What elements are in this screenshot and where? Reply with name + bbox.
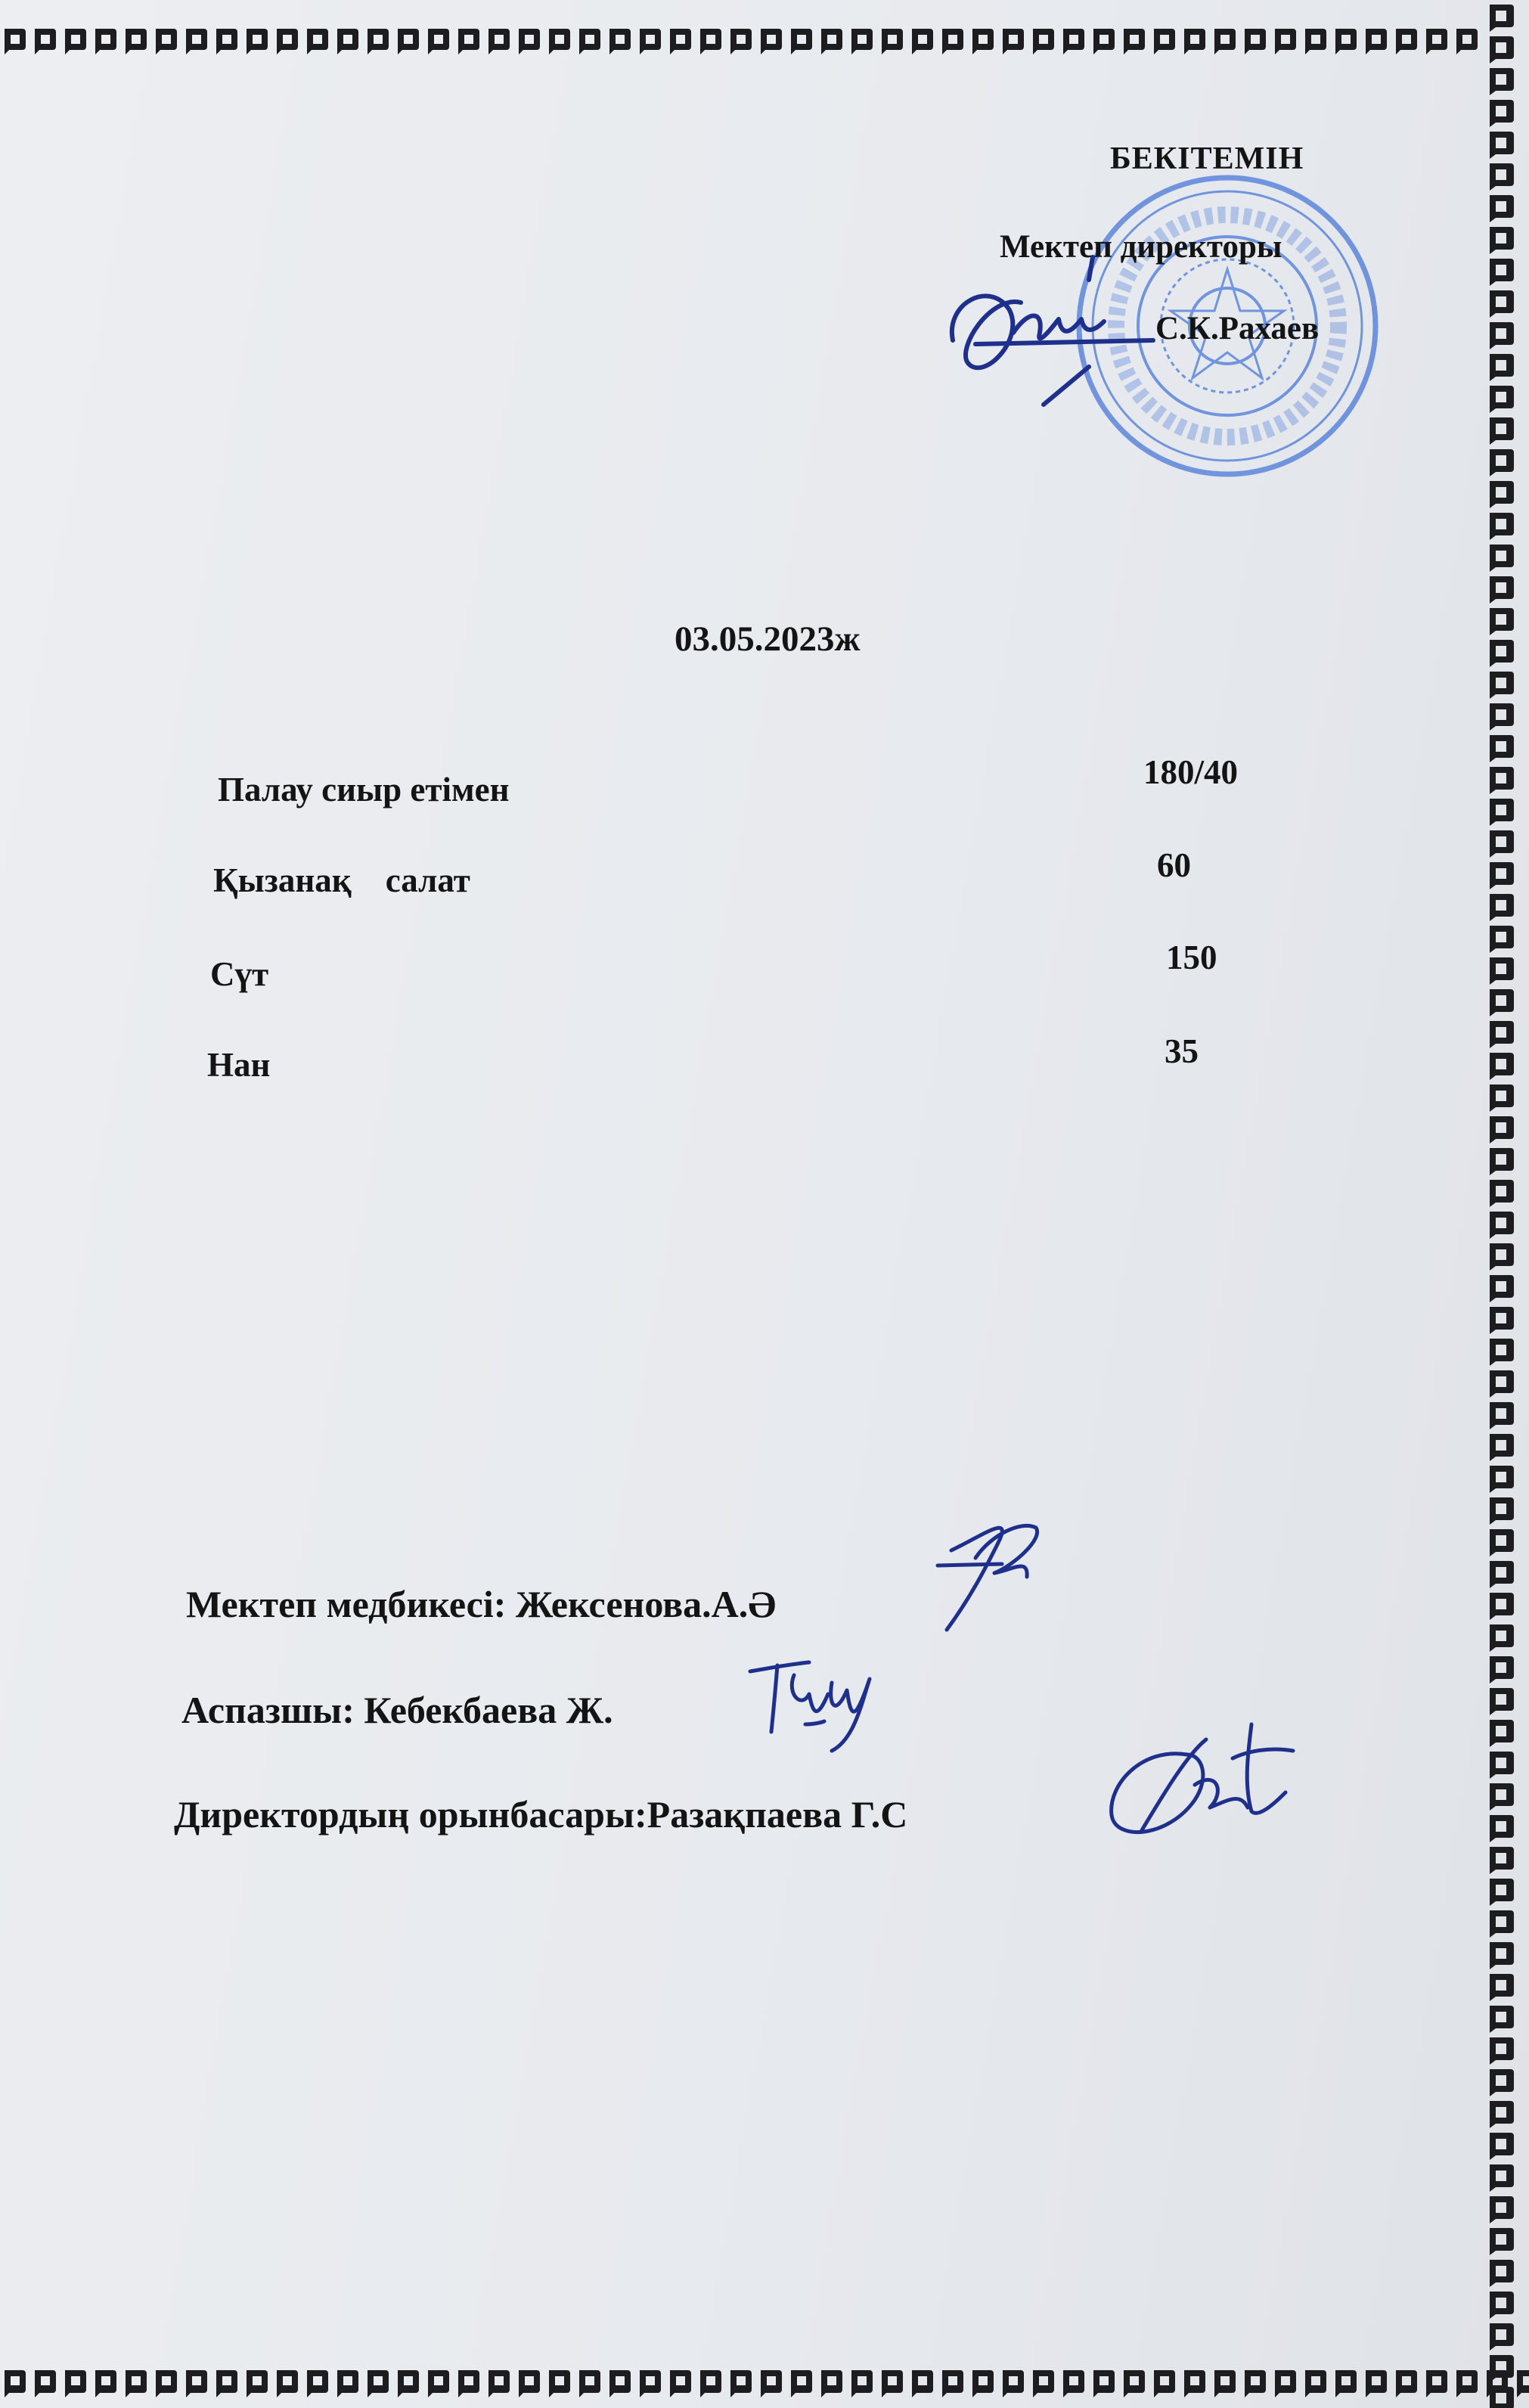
menu-item-name: Палау сиыр етімен: [218, 771, 510, 808]
director-signature: [938, 250, 1157, 416]
approval-name: С.К.Рахаев: [1155, 311, 1320, 346]
menu-item-amount: 150: [1166, 939, 1217, 976]
deputy-director-signature: [1096, 1709, 1316, 1853]
menu-item-amount: 60: [1157, 846, 1191, 884]
menu-item-name: Сүт: [210, 955, 269, 993]
menu-item-name: Нан: [207, 1046, 271, 1084]
menu-item-amount: 180/40: [1143, 753, 1239, 791]
cook-signatory: Аспазшы: Кебекбаева Ж.: [181, 1689, 613, 1731]
deputy-director-signatory: Директордың орынбасары:Разақпаева Г.С: [174, 1793, 908, 1835]
decorative-border-top: [0, 23, 1482, 57]
menu-item-amount: 35: [1165, 1032, 1199, 1070]
menu-date: 03.05.2023ж: [675, 619, 861, 659]
approval-title: БЕКІТЕМІН: [1110, 141, 1304, 176]
decorative-border-right: [1475, 0, 1529, 2408]
nurse-signature: [930, 1505, 1051, 1637]
nurse-signatory: Мектеп медбикесі: Жексенова.А.Ә: [186, 1583, 777, 1625]
menu-item-name: Қызанақ салат: [213, 861, 470, 899]
decorative-border-bottom: [0, 2366, 1529, 2400]
cook-signature: [741, 1649, 900, 1755]
approval-role: Мектеп директоры: [1000, 229, 1282, 265]
